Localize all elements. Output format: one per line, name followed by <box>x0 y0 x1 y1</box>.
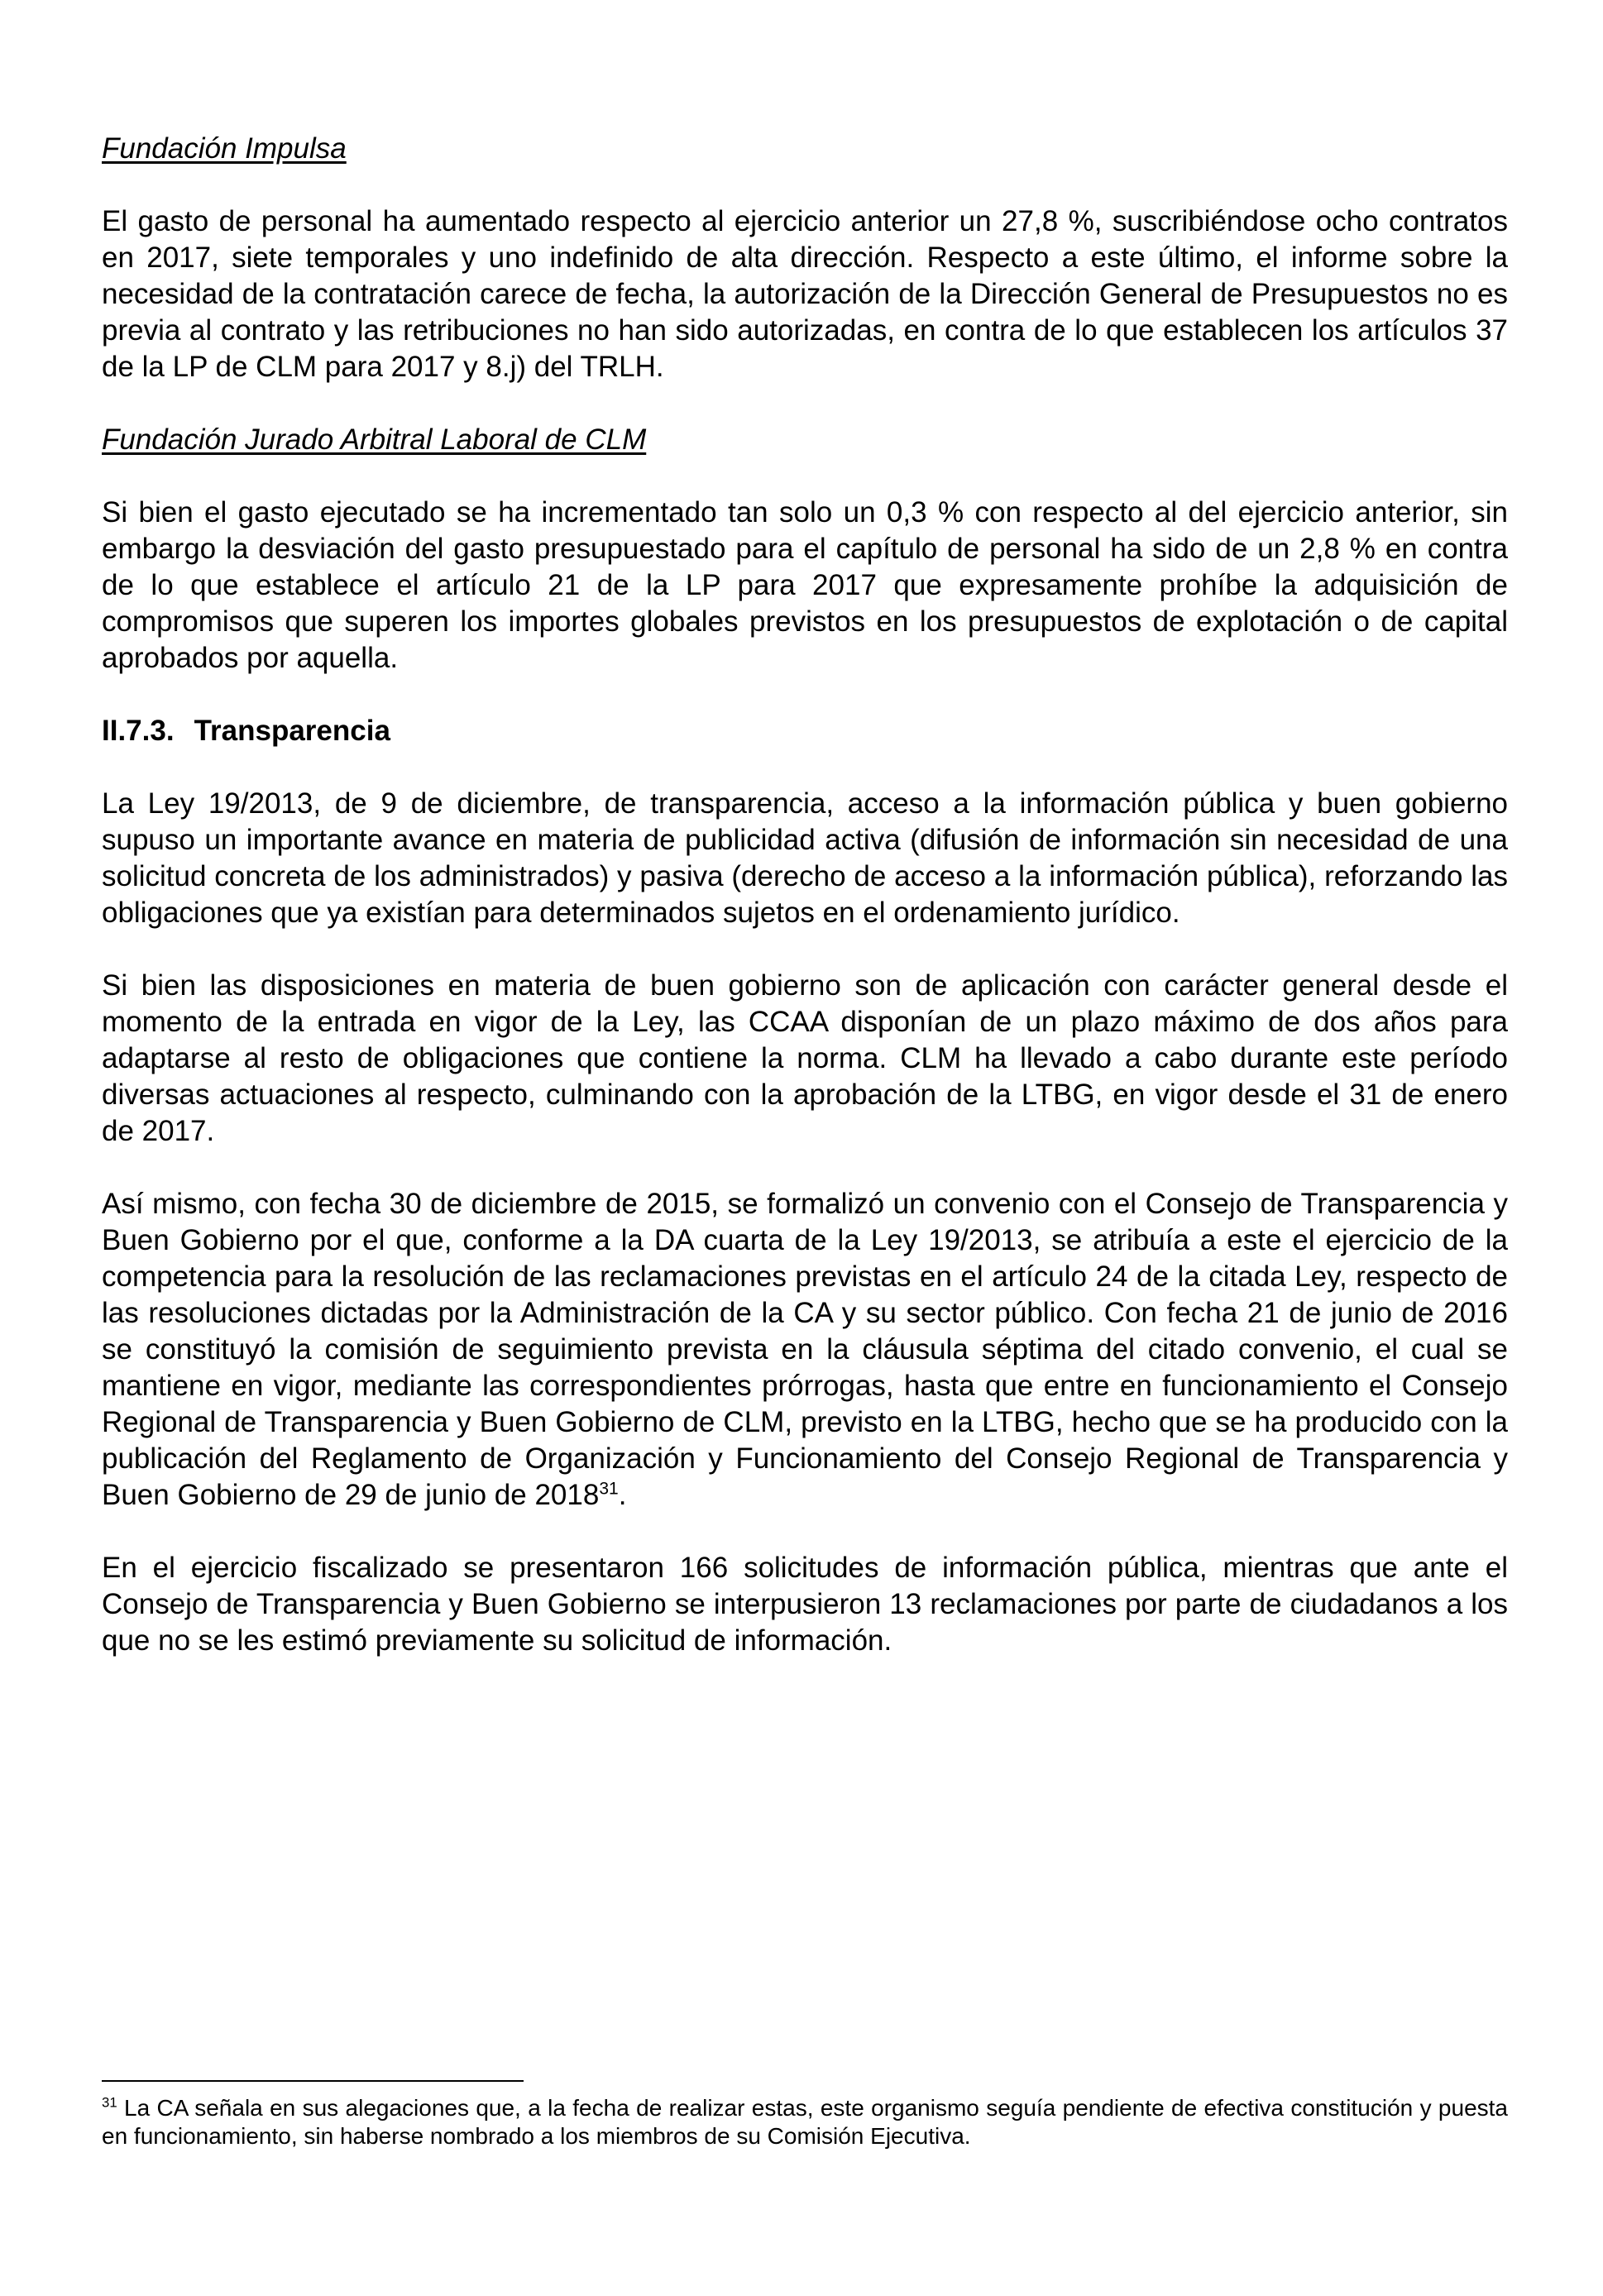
footnote-separator <box>102 2080 524 2082</box>
subheading-fundacion-impulsa: Fundación Impulsa <box>102 132 347 165</box>
footnote-number: 31 <box>102 2094 117 2111</box>
subheading-fundacion-jurado-arbitral: Fundación Jurado Arbitral Laboral de CLM <box>102 423 647 456</box>
footnote-reference[interactable]: 31 <box>599 1479 619 1499</box>
paragraph-fundacion-impulsa: El gasto de personal ha aumentado respecto al ejercicio anterior un 27,8 %, suscribiéndose ocho contratos en 2017, siete temporales y uno indefinido de alta dirección. Respecto a este último, el informe sobre la necesidad de la contratación carece de fecha, la autorización de la Dirección General de Presupuestos no es previa al contrato y las retribuciones no han sido autorizadas, en contra de lo que establecen los artículos 37 de la LP de CLM para 2017 y 8.j) del TRLH. <box>102 205 1508 383</box>
section-title: Transparencia <box>194 715 390 747</box>
paragraph-convenio <box>102 1186 1508 1514</box>
footnote <box>102 2094 1508 2150</box>
paragraph-buen-gobierno: Si bien las disposiciones en materia de buen gobierno son de aplicación con carácter general desde el momento de la entrada en vigor de la Ley, las CCAA disponían de un plazo máximo de dos años para adaptarse al resto de obligaciones que contiene la norma. CLM ha llevado a cabo durante este período diversas actuaciones al respecto, culminando con la aprobación de la LTBG, en vigor desde el 31 de enero de 2017. <box>102 969 1508 1147</box>
paragraph-solicitudes: En el ejercicio fiscalizado se presentaron 166 solicitudes de información pública, mientras que ante el Consejo de Transparencia y Buen Gobierno se interpusieron 13 reclamaciones por parte de ciudadanos a los que no se les estimó previamente su solicitud de información. <box>102 1552 1508 1657</box>
section-number: II.7.3. <box>102 715 175 747</box>
paragraph-convenio-text: Así mismo, con fecha 30 de diciembre de 2015, se formalizó un convenio con el Consejo de Transparencia y Buen Gobierno por el que, conforme a la DA cuarta de la Ley 19/2013, se atribuía a este el ejercicio de la competencia para la resolución de las reclamaciones previstas en el artículo 24 de la citada Ley, respecto de las resoluciones dictadas por la Administración de la CA y su sector público. Con fecha 21 de junio de 2016 se constituyó la comisión de seguimiento prevista en la cláusula séptima del citado convenio, el cual se mantiene en vigor, mediante las correspondientes prórrogas, hasta que entre en funcionamiento el Consejo Regional de Transparencia y Buen Gobierno de CLM, previsto en la LTBG, hecho que se ha producido con la publicación del Reglamento de Organización y Funcionamiento del Consejo Regional de Transparencia y Buen Gobierno de 29 de junio de 2018 <box>102 1188 1508 1511</box>
document-page <box>102 131 1508 1659</box>
section-heading-transparencia <box>102 713 1508 749</box>
paragraph-fundacion-jurado-arbitral: Si bien el gasto ejecutado se ha incrementado tan solo un 0,3 % con respecto al del ejercicio anterior, sin embargo la desviación del gasto presupuestado para el capítulo de personal ha sido de un 2,8 % en contra de lo que establece el artículo 21 de la LP para 2017 que expresamente prohíbe la adquisición de compromisos que superen los importes globales previstos en los presupuestos de explotación o de capital aprobados por aquella. <box>102 496 1508 674</box>
paragraph-ley-19-2013: La Ley 19/2013, de 9 de diciembre, de transparencia, acceso a la información pública y buen gobierno supuso un importante avance en materia de publicidad activa (difusión de información sin necesidad de una solicitud concreta de los administrados) y pasiva (derecho de acceso a la información pública), reforzando las obligaciones que ya existían para determinados sujetos en el ordenamiento jurídico. <box>102 787 1508 929</box>
paragraph-convenio-end: . <box>618 1479 627 1511</box>
footnote-text: La CA señala en sus alegaciones que, a la fecha de realizar estas, este organismo seguía pendiente de efectiva constitución y puesta en funcionamiento, sin haberse nombrado a los miembros de su Comisión Ejecutiva. <box>102 2095 1508 2149</box>
